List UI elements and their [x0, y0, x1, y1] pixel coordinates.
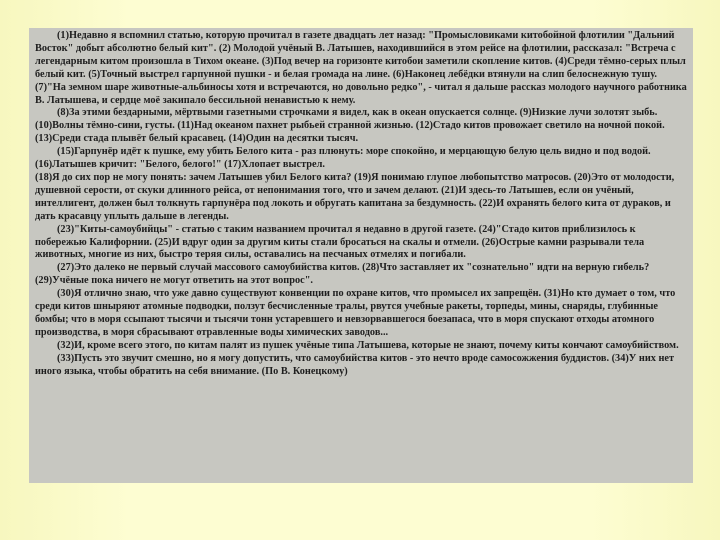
paragraph-8: (32)И, кроме всего этого, по китам палят из пушек учёные типа Латышева, которые не знают, почему киты кончают самоубийством.: [57, 339, 679, 351]
paragraph-7: (30)Я отлично знаю, что уже давно существуют конвенции по охране китов, что промысел их запрещён. (31)Но кто думает о том, что среди китов шныряют атомные подводки, ползут бесчисленные тралы, рвутся учебные ракеты, торпеды, мины, снаряды, глубинные бомбы; что в моря ссыпают тысячи и тысячи тонн устаревшего и невзорвавшегося боезапаса, что в моря спускают отходы атомного производства, в моря сбрасывают отравленные воды химических заводов...: [35, 288, 676, 338]
paragraph-3: (15)Гарпунёр идёт к пушке, ему убить Белого кита - раз плюнуть: море спокойно, и мерцающую белую цель видно и под водой. (16)Латышев кричит: "Белого, белого!" (17)Хлопает выстрел.: [35, 146, 651, 171]
paragraph-5: (23)"Киты-самоубийцы" - статью с таким названием прочитал я недавно в другой газете. (24)"Стадо китов приблизилось к побережью Калифорнии. (25)И вдруг один за другим киты стали бросаться на скалы и отмели. (26)Острые камни разрывали тела животных, многие из них, быстро теряя силы, оставались на песчаных отмелях и погибали.: [35, 223, 645, 261]
paragraph-2: (8)За этими бездарными, мёртвыми газетными строчками я видел, как в океан опускается солнце. (9)Низкие лучи золотят зыбь. (10)Волны тёмно-сини, густы. (11)Над океаном пахнет рыбьей странной жизнью. (12)Стадо китов провожает светило на ночной покой. (13)Среди стада плывёт белый красавец. (14)Один на десятки тысяч.: [35, 107, 665, 145]
paragraph-4: (18)Я до сих пор не могу понять: зачем Латышев убил Белого кита? (19)Я понимаю глупое любопытство матросов. (20)Это от молодости, душевной серости, от скуки длинного рейса, от непонимания того, что и зачем делают. (21)И здесь-то Латышев, если он учёный, интеллигент, должен был толкнуть гарпунёра под локоть и обругать капитана за бездумность. (22)И охранять белого кита от дураков, и дать красавцу уплыть дальше в легенды.: [35, 171, 675, 222]
paragraph-9: (33)Пусть это звучит смешно, но я могу допустить, что самоубийства китов - это нечто вроде самосожжения буддистов. (34)У них нет иного языка, чтобы обратить на себя внимание. (По В. Конецкому): [35, 352, 675, 377]
paragraph-1: (1)Недавно я вспомнил статью, которую прочитал в газете двадцать лет назад: "Промысловиками китобойной флотилии "Дальний Восток" добыт абсолютно белый кит". (2) Молодой учёный В. Латышев, находившийся в этом рейсе на флотилии, рассказал: "Встреча с легендарным китом произошла в Тихом океане. (3)Под вечер на горизонте китобои заметили скопление китов. (4)Среди тёмно-серых плыл белый кит. (5)Точный выстрел гарпунной пушки - и белая громада на лине. (6)Наконец лебёдки втянули на слип белоснежную тушу. (7)"На земном шаре животные-альбиносы хотя и встречаются, но довольно редко", - читал я дальше рассказ молодого научного работника В. Латышева, и сердце моё закипало бессильной ненавистью к нему.: [35, 30, 687, 106]
text-block: [29, 28, 693, 483]
paragraph-6: (27)Это далеко не первый случай массового самоубийства китов. (28)Что заставляет их "сознательно" идти на верную гибель? (29)Учёные пока ничего не могут ответить на этот вопрос".: [35, 262, 650, 287]
